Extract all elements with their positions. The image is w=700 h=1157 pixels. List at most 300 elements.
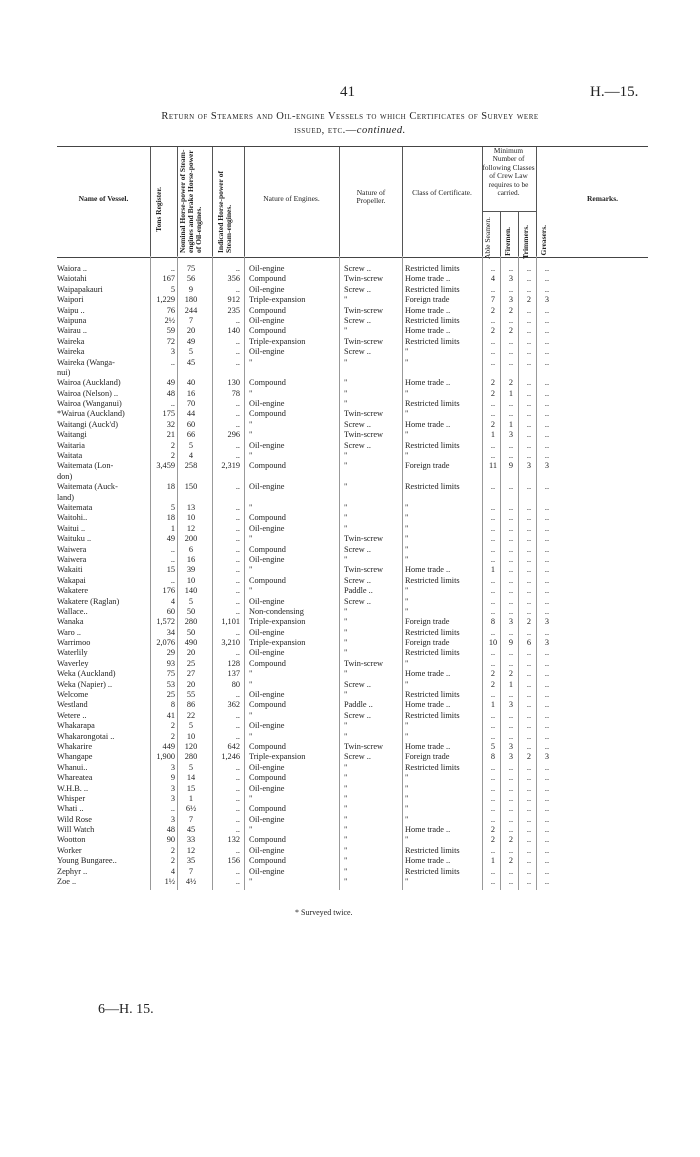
cell-vessel-name: Warrimoo bbox=[57, 638, 91, 648]
cell-firemen: .. bbox=[508, 731, 514, 741]
cell-class-of-certificate: Restricted limits bbox=[405, 482, 460, 492]
cell-tons-register: 9 bbox=[170, 773, 175, 783]
cell-nature-of-engines: Triple-expansion bbox=[249, 752, 306, 762]
cell-nature-of-propeller: Screw .. bbox=[344, 419, 371, 429]
cell-nature-of-propeller: " bbox=[344, 399, 348, 409]
cell-indicated-hp: .. bbox=[235, 315, 240, 325]
cell-firemen: .. bbox=[508, 596, 514, 606]
cell-indicated-hp: .. bbox=[235, 845, 240, 855]
cell-firemen: 3 bbox=[508, 295, 514, 305]
cell-nature-of-engines: Compound bbox=[249, 575, 286, 585]
cell-able-seamen: .. bbox=[490, 451, 496, 461]
table-row bbox=[57, 295, 648, 305]
cell-able-seamen: .. bbox=[490, 284, 496, 294]
table-row bbox=[57, 368, 648, 378]
cell-trimmers: .. bbox=[526, 690, 532, 700]
table-row bbox=[57, 856, 648, 866]
cell-nature-of-engines: " bbox=[249, 669, 253, 679]
cell-trimmers: 3 bbox=[526, 461, 532, 471]
cell-tons-register: 2 bbox=[170, 440, 175, 450]
cell-tons-register: 2 bbox=[170, 856, 175, 866]
table-row bbox=[57, 835, 648, 845]
table-row bbox=[57, 358, 648, 368]
cell-class-of-certificate: Foreign trade bbox=[405, 638, 450, 648]
cell-indicated-hp: 1,246 bbox=[221, 752, 240, 762]
cell-nature-of-engines: Oil-engine bbox=[249, 762, 285, 772]
cell-firemen: .. bbox=[508, 606, 514, 616]
cell-trimmers: .. bbox=[526, 544, 532, 554]
cell-nature-of-propeller: Twin-screw bbox=[344, 430, 384, 440]
cell-indicated-hp: 80 bbox=[231, 679, 240, 689]
table-row bbox=[57, 430, 648, 440]
table-row bbox=[57, 784, 648, 794]
cell-nature-of-propeller: Screw .. bbox=[344, 264, 371, 273]
cell-nature-of-propeller: " bbox=[344, 451, 348, 461]
cell-trimmers: .. bbox=[526, 534, 532, 544]
cell-greasers: .. bbox=[544, 440, 550, 450]
cell-nominal-hp: 180 bbox=[184, 295, 198, 305]
cell-class-of-certificate: " bbox=[405, 347, 409, 357]
cell-nominal-hp: 22 bbox=[186, 710, 196, 720]
cell-vessel-name: Waiwera bbox=[57, 554, 87, 564]
cell-nature-of-propeller: Twin-screw bbox=[344, 409, 384, 419]
cell-vessel-name: Whati .. bbox=[57, 804, 84, 814]
cell-nature-of-engines: " bbox=[249, 586, 253, 596]
cell-trimmers: .. bbox=[526, 762, 532, 772]
cell-nominal-hp: 15 bbox=[186, 783, 196, 793]
cell-able-seamen: .. bbox=[490, 793, 496, 803]
cell-able-seamen: .. bbox=[490, 544, 496, 554]
cell-nature-of-engines: Oil-engine bbox=[249, 523, 285, 533]
cell-nominal-hp: 16 bbox=[186, 388, 196, 398]
cell-tons-register: 1,229 bbox=[156, 295, 175, 305]
cell-trimmers: .. bbox=[526, 430, 532, 440]
cell-vessel-name: Waitemata (Auck- bbox=[57, 482, 118, 492]
cell-greasers: .. bbox=[544, 845, 550, 855]
cell-trimmers: .. bbox=[526, 710, 532, 720]
cell-greasers: .. bbox=[544, 482, 550, 492]
cell-nature-of-propeller: " bbox=[344, 513, 348, 523]
cell-greasers: .. bbox=[544, 409, 550, 419]
cell-nature-of-propeller: Twin-screw bbox=[344, 305, 384, 315]
cell-vessel-name: Waituku .. bbox=[57, 534, 92, 544]
table-row bbox=[57, 617, 648, 627]
cell-able-seamen: 2 bbox=[490, 378, 496, 388]
cell-nominal-hp: 40 bbox=[186, 378, 196, 388]
table-row bbox=[57, 285, 648, 295]
cell-tons-register: 25 bbox=[166, 690, 175, 700]
cell-nominal-hp: 35 bbox=[186, 856, 196, 866]
cell-firemen: .. bbox=[508, 315, 514, 325]
table-row bbox=[57, 337, 648, 347]
cell-nature-of-propeller: " bbox=[344, 804, 348, 814]
cell-tons-register: 29 bbox=[166, 648, 175, 658]
cell-able-seamen: .. bbox=[490, 731, 496, 741]
page-number: 41 bbox=[340, 84, 355, 100]
table-row bbox=[57, 867, 648, 877]
cell-vessel-name: Young Bungaree.. bbox=[57, 856, 117, 866]
cell-tons-register: .. bbox=[170, 554, 175, 564]
cell-vessel-name: Waverley bbox=[57, 658, 89, 668]
cell-nominal-hp: 70 bbox=[186, 399, 196, 409]
cell-greasers: .. bbox=[544, 866, 550, 876]
cell-nature-of-propeller: " bbox=[344, 638, 348, 648]
cell-vessel-name: Waitangi (Auck'd) bbox=[57, 419, 118, 429]
cell-trimmers: .. bbox=[526, 856, 532, 866]
cell-nominal-hp: 50 bbox=[186, 606, 196, 616]
cell-firemen: .. bbox=[508, 658, 514, 668]
cell-nature-of-propeller: " bbox=[344, 461, 348, 471]
cell-nominal-hp: 33 bbox=[186, 835, 196, 845]
cell-nominal-hp: 39 bbox=[186, 565, 196, 575]
cell-vessel-name: Waitata bbox=[57, 451, 83, 461]
cell-greasers: .. bbox=[544, 825, 550, 835]
cell-nominal-hp: 66 bbox=[186, 430, 196, 440]
cell-firemen: .. bbox=[508, 710, 514, 720]
cell-class-of-certificate: " bbox=[405, 451, 409, 461]
cell-class-of-certificate: " bbox=[405, 502, 409, 512]
cell-tons-register: 4 bbox=[170, 866, 175, 876]
cell-firemen: 3 bbox=[508, 430, 514, 440]
cell-firemen: 2 bbox=[508, 326, 514, 336]
cell-able-seamen: .. bbox=[490, 482, 496, 492]
cell-able-seamen: .. bbox=[490, 648, 496, 658]
cell-nominal-hp: 10 bbox=[186, 731, 196, 741]
cell-class-of-certificate: " bbox=[405, 409, 409, 419]
cell-indicated-hp: .. bbox=[235, 825, 240, 835]
cell-vessel-name: Wetere .. bbox=[57, 710, 87, 720]
cell-firemen: .. bbox=[508, 648, 514, 658]
cell-nature-of-propeller: Screw .. bbox=[344, 710, 371, 720]
cell-nominal-hp: 55 bbox=[186, 690, 196, 700]
cell-nature-of-engines: Oil-engine bbox=[249, 440, 285, 450]
cell-nominal-hp: 7 bbox=[188, 315, 194, 325]
table-row bbox=[57, 711, 648, 721]
cell-firemen: 3 bbox=[508, 617, 514, 627]
cell-greasers: .. bbox=[544, 513, 550, 523]
cell-indicated-hp: 156 bbox=[227, 856, 240, 866]
cell-trimmers: .. bbox=[526, 793, 532, 803]
cell-vessel-name: Whakarapa bbox=[57, 721, 95, 731]
table-row bbox=[57, 700, 648, 710]
cell-greasers: .. bbox=[544, 357, 550, 367]
cell-able-seamen: 1 bbox=[490, 700, 496, 710]
cell-class-of-certificate: Restricted limits bbox=[405, 710, 460, 720]
cell-nature-of-propeller: Twin-screw bbox=[344, 741, 384, 751]
cell-nature-of-propeller: " bbox=[344, 388, 348, 398]
cell-vessel-name: Wakaiti bbox=[57, 565, 83, 575]
cell-class-of-certificate: Restricted limits bbox=[405, 762, 460, 772]
cell-nominal-hp: 20 bbox=[186, 326, 196, 336]
cell-trimmers: .. bbox=[526, 741, 532, 751]
cell-tons-register: 2 bbox=[170, 451, 175, 461]
cell-tons-register: 53 bbox=[166, 679, 175, 689]
cell-trimmers: .. bbox=[526, 679, 532, 689]
cell-firemen: .. bbox=[508, 773, 514, 783]
cell-nature-of-engines: Triple-expansion bbox=[249, 295, 306, 305]
cell-nominal-hp: 27 bbox=[186, 669, 196, 679]
cell-firemen: .. bbox=[508, 482, 514, 492]
cell-greasers: .. bbox=[544, 762, 550, 772]
cell-vessel-name: Waiotahi bbox=[57, 274, 87, 284]
cell-indicated-hp: 362 bbox=[227, 700, 240, 710]
cell-nature-of-engines: Oil-engine bbox=[249, 315, 285, 325]
cell-trimmers: .. bbox=[526, 336, 532, 346]
cell-class-of-certificate: " bbox=[405, 658, 409, 668]
cell-tons-register: .. bbox=[170, 544, 175, 554]
cell-class-of-certificate: " bbox=[405, 596, 409, 606]
table-row bbox=[57, 513, 648, 523]
cell-class-of-certificate: " bbox=[405, 679, 409, 689]
cell-greasers: .. bbox=[544, 658, 550, 668]
cell-vessel-name: Wairoa (Nelson) .. bbox=[57, 388, 119, 398]
cell-nature-of-engines: Compound bbox=[249, 544, 286, 554]
table-row bbox=[57, 565, 648, 575]
table-row bbox=[57, 503, 648, 513]
cell-indicated-hp: .. bbox=[235, 586, 240, 596]
cell-firemen: .. bbox=[508, 793, 514, 803]
cell-nominal-hp: 10 bbox=[186, 513, 196, 523]
table-body bbox=[57, 264, 648, 887]
cell-indicated-hp: .. bbox=[235, 419, 240, 429]
cell-nature-of-engines: " bbox=[249, 430, 253, 440]
cell-indicated-hp: .. bbox=[235, 690, 240, 700]
header-nature-of-engines: Nature of Engines. bbox=[263, 194, 320, 203]
cell-vessel-name: Whakarongotai .. bbox=[57, 731, 115, 741]
cell-able-seamen: .. bbox=[490, 721, 496, 731]
cell-class-of-certificate: Restricted limits bbox=[405, 866, 460, 876]
cell-class-of-certificate: Home trade .. bbox=[405, 305, 451, 315]
cell-tons-register: 3 bbox=[170, 814, 175, 824]
cell-nominal-hp: 4½ bbox=[185, 877, 197, 887]
cell-greasers: .. bbox=[544, 388, 550, 398]
cell-class-of-certificate: Restricted limits bbox=[405, 264, 460, 273]
cell-nature-of-engines: " bbox=[249, 679, 253, 689]
cell-indicated-hp: .. bbox=[235, 596, 240, 606]
cell-firemen: 2 bbox=[508, 669, 514, 679]
cell-nature-of-engines: Compound bbox=[249, 773, 286, 783]
table-row bbox=[57, 680, 648, 690]
cell-nature-of-engines: Oil-engine bbox=[249, 347, 285, 357]
cell-class-of-certificate: " bbox=[405, 773, 409, 783]
cell-able-seamen: 11 bbox=[489, 461, 497, 471]
cell-tons-register: .. bbox=[170, 357, 175, 367]
cell-vessel-name: Waitaria bbox=[57, 440, 85, 450]
cell-class-of-certificate: " bbox=[405, 835, 409, 845]
cell-vessel-name: Welcome bbox=[57, 690, 89, 700]
cell-indicated-hp: .. bbox=[235, 357, 240, 367]
cell-able-seamen: .. bbox=[490, 347, 496, 357]
cell-able-seamen: .. bbox=[490, 804, 496, 814]
cell-nature-of-propeller: Twin-screw bbox=[344, 336, 384, 346]
cell-nature-of-engines: " bbox=[249, 388, 253, 398]
cell-firemen: .. bbox=[508, 284, 514, 294]
table-row bbox=[57, 628, 648, 638]
cell-able-seamen: .. bbox=[490, 502, 496, 512]
cell-vessel-name: Waitemata bbox=[57, 502, 93, 512]
cell-able-seamen: 8 bbox=[490, 752, 496, 762]
cell-tons-register: 1,900 bbox=[156, 752, 175, 762]
table-row bbox=[57, 264, 648, 274]
cell-class-of-certificate: Home trade .. bbox=[405, 741, 451, 751]
cell-able-seamen: 2 bbox=[490, 835, 496, 845]
cell-greasers: .. bbox=[544, 305, 550, 315]
cell-indicated-hp: .. bbox=[235, 523, 240, 533]
cell-able-seamen: 8 bbox=[490, 617, 496, 627]
cell-firemen: 2 bbox=[508, 856, 514, 866]
header-class-of-certificate: Class of Certificate. bbox=[412, 188, 472, 197]
cell-vessel-name: Waipu .. bbox=[57, 305, 85, 315]
cell-nature-of-propeller: " bbox=[344, 731, 348, 741]
cell-able-seamen: 2 bbox=[490, 419, 496, 429]
cell-nature-of-propeller: " bbox=[344, 825, 348, 835]
cell-indicated-hp: 3,210 bbox=[221, 638, 240, 648]
cell-vessel-name: Waireka (Wanga- bbox=[57, 357, 115, 367]
cell-nature-of-engines: Compound bbox=[249, 461, 286, 471]
cell-tons-register: 34 bbox=[166, 627, 175, 637]
cell-able-seamen: .. bbox=[490, 783, 496, 793]
cell-indicated-hp: .. bbox=[235, 502, 240, 512]
cell-class-of-certificate: " bbox=[405, 357, 409, 367]
cell-firemen: .. bbox=[508, 544, 514, 554]
cell-indicated-hp: .. bbox=[235, 440, 240, 450]
table-row bbox=[57, 493, 648, 503]
cell-nature-of-engines: " bbox=[249, 451, 253, 461]
cell-class-of-certificate: Home trade .. bbox=[405, 378, 451, 388]
table-row bbox=[57, 846, 648, 856]
cell-nature-of-engines: " bbox=[249, 357, 253, 367]
cell-class-of-certificate: Restricted limits bbox=[405, 627, 460, 637]
cell-trimmers: .. bbox=[526, 627, 532, 637]
cell-indicated-hp: 356 bbox=[227, 274, 240, 284]
cell-greasers: .. bbox=[544, 586, 550, 596]
cell-nominal-hp: 280 bbox=[184, 617, 198, 627]
cell-tons-register: 93 bbox=[166, 658, 175, 668]
cell-class-of-certificate: " bbox=[405, 877, 409, 887]
cell-indicated-hp: 128 bbox=[227, 658, 240, 668]
cell-class-of-certificate: Restricted limits bbox=[405, 845, 460, 855]
cell-nominal-hp: 1 bbox=[188, 793, 194, 803]
cell-trimmers: .. bbox=[526, 575, 532, 585]
table-row bbox=[57, 482, 648, 492]
table-row bbox=[57, 326, 648, 336]
cell-vessel-name: Wairoa (Wanganui) bbox=[57, 399, 122, 409]
cell-vessel-name: Zephyr .. bbox=[57, 866, 88, 876]
cell-trimmers: 2 bbox=[526, 752, 532, 762]
cell-nominal-hp: 20 bbox=[186, 648, 196, 658]
cell-trimmers: .. bbox=[526, 315, 532, 325]
cell-nature-of-propeller: " bbox=[344, 690, 348, 700]
cell-nature-of-engines: Oil-engine bbox=[249, 814, 285, 824]
table-row bbox=[57, 597, 648, 607]
cell-nature-of-propeller: Screw .. bbox=[344, 544, 371, 554]
cell-vessel-name: Waiwera bbox=[57, 544, 87, 554]
cell-nature-of-propeller: " bbox=[344, 877, 348, 887]
cell-class-of-certificate: " bbox=[405, 430, 409, 440]
cell-trimmers: .. bbox=[526, 825, 532, 835]
cell-greasers: .. bbox=[544, 523, 550, 533]
cell-tons-register: 49 bbox=[166, 378, 175, 388]
cell-nature-of-engines: Compound bbox=[249, 513, 286, 523]
cell-nature-of-propeller: Screw .. bbox=[344, 284, 371, 294]
cell-firemen: 2 bbox=[508, 305, 514, 315]
cell-able-seamen: 10 bbox=[488, 638, 498, 648]
cell-tons-register: 15 bbox=[166, 565, 175, 575]
cell-nominal-hp: 120 bbox=[184, 741, 198, 751]
cell-nominal-hp: 5 bbox=[188, 596, 194, 606]
cell-nature-of-engines: " bbox=[249, 419, 253, 429]
cell-tons-register: 3 bbox=[170, 793, 175, 803]
cell-trimmers: .. bbox=[526, 284, 532, 294]
cell-nature-of-engines: Compound bbox=[249, 700, 286, 710]
cell-able-seamen: 2 bbox=[490, 305, 496, 315]
cell-nature-of-propeller: " bbox=[344, 762, 348, 772]
cell-nominal-hp: 12 bbox=[186, 845, 196, 855]
cell-vessel-name: Wairoa (Auckland) bbox=[57, 378, 121, 388]
cell-vessel-name: Will Watch bbox=[57, 825, 95, 835]
cell-tons-register: 3 bbox=[170, 347, 175, 357]
cell-nominal-hp: 4 bbox=[188, 451, 194, 461]
cell-nominal-hp: 20 bbox=[186, 679, 196, 689]
cell-nominal-hp: 7 bbox=[188, 866, 194, 876]
cell-indicated-hp: 235 bbox=[227, 305, 240, 315]
cell-trimmers: 2 bbox=[526, 617, 532, 627]
cell-nature-of-propeller: " bbox=[344, 617, 348, 627]
cell-tons-register: 48 bbox=[166, 388, 175, 398]
cell-greasers: 3 bbox=[544, 617, 550, 627]
cell-vessel-name: Waitemata (Lon- bbox=[57, 461, 114, 471]
cell-nature-of-engines: " bbox=[249, 565, 253, 575]
cell-indicated-hp: .. bbox=[235, 451, 240, 461]
cell-class-of-certificate: Home trade .. bbox=[405, 856, 451, 866]
cell-nature-of-propeller: " bbox=[344, 866, 348, 876]
cell-vessel-name: don) bbox=[57, 471, 73, 481]
cell-firemen: .. bbox=[508, 523, 514, 533]
cell-able-seamen: .. bbox=[490, 814, 496, 824]
cell-firemen: .. bbox=[508, 804, 514, 814]
cell-nominal-hp: 10 bbox=[186, 575, 196, 585]
cell-vessel-name: Whakarire bbox=[57, 741, 93, 751]
header-divider bbox=[339, 147, 340, 257]
cell-firemen: 3 bbox=[508, 700, 514, 710]
cell-greasers: 3 bbox=[544, 461, 550, 471]
cell-greasers: .. bbox=[544, 565, 550, 575]
cell-firemen: 3 bbox=[508, 274, 514, 284]
cell-nominal-hp: 200 bbox=[184, 534, 198, 544]
cell-nominal-hp: 258 bbox=[184, 461, 198, 471]
cell-tons-register: 2½ bbox=[164, 315, 175, 325]
cell-class-of-certificate: " bbox=[405, 731, 409, 741]
table-row bbox=[57, 441, 648, 451]
cell-able-seamen: .. bbox=[490, 336, 496, 346]
cell-firemen: .. bbox=[508, 825, 514, 835]
table-row bbox=[57, 877, 648, 887]
cell-firemen: .. bbox=[508, 565, 514, 575]
table-row bbox=[57, 524, 648, 534]
cell-trimmers: 6 bbox=[526, 638, 532, 648]
cell-vessel-name: Westland bbox=[57, 700, 88, 710]
cell-class-of-certificate: Home trade .. bbox=[405, 700, 451, 710]
cell-vessel-name: Wakatere bbox=[57, 586, 89, 596]
cell-trimmers: 2 bbox=[526, 295, 532, 305]
cell-tons-register: 449 bbox=[162, 741, 175, 751]
cell-greasers: .. bbox=[544, 679, 550, 689]
table-row bbox=[57, 545, 648, 555]
cell-indicated-hp: .. bbox=[235, 710, 240, 720]
cell-trimmers: .. bbox=[526, 502, 532, 512]
cell-nature-of-engines: Compound bbox=[249, 409, 286, 419]
cell-able-seamen: .. bbox=[490, 690, 496, 700]
